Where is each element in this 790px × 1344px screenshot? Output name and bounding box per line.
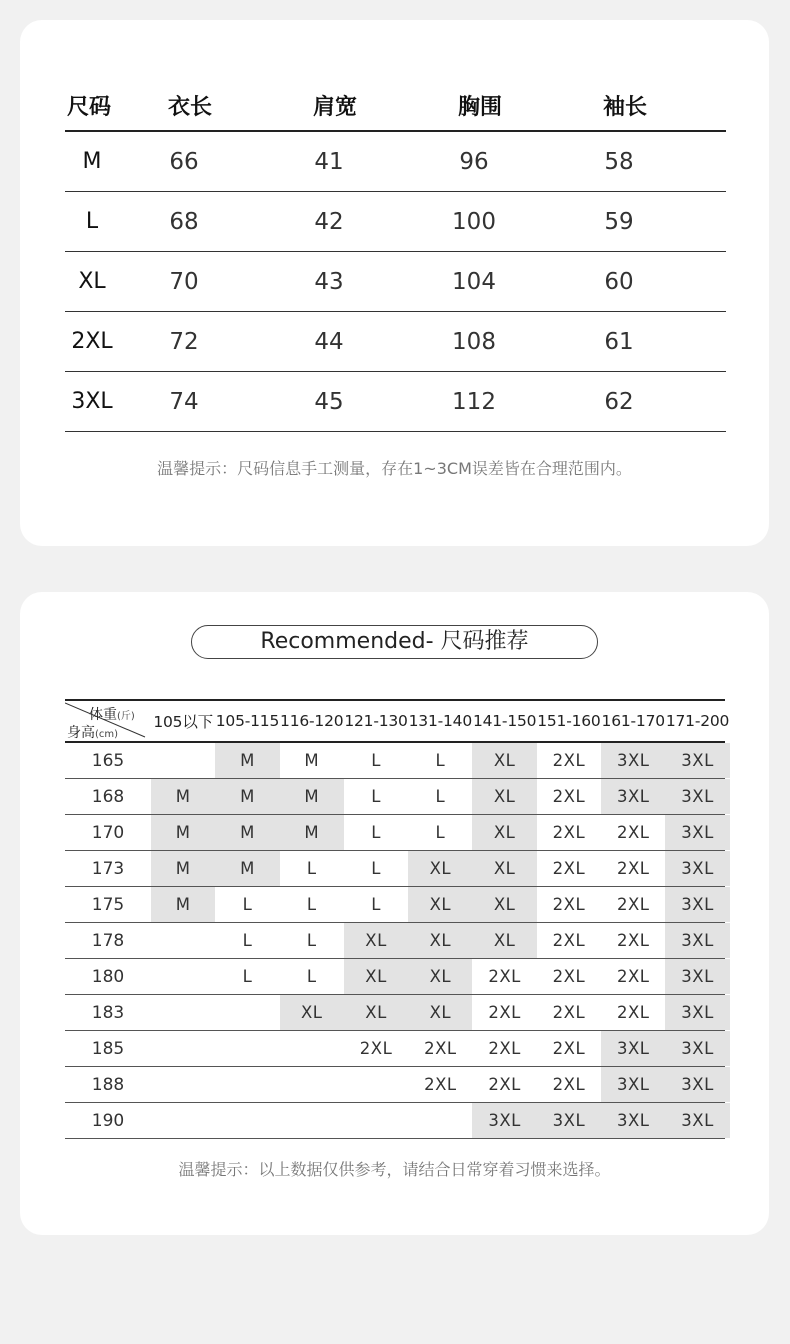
recommended-size-cell: 2XL xyxy=(616,895,650,914)
recommended-size-cell: 3XL xyxy=(601,743,665,778)
recommended-size-cell: 3XL xyxy=(665,959,729,994)
recommended-size-cell: M xyxy=(215,779,279,814)
recommended-size-cell: L xyxy=(435,751,446,770)
recommended-size-cell: 2XL xyxy=(488,967,521,986)
size-row xyxy=(65,372,726,432)
recommended-size-cell: M xyxy=(151,779,215,814)
sleeve-cell: 59 xyxy=(604,208,634,235)
recommended-size-cell: M xyxy=(280,815,344,850)
chest-cell: 104 xyxy=(452,268,496,295)
height-cell: 178 xyxy=(91,930,125,951)
height-cell: 185 xyxy=(91,1038,125,1059)
recommended-size-cell: 2XL xyxy=(552,967,586,986)
recommended-size-cell: 3XL xyxy=(665,995,729,1030)
recommended-size-cell: L xyxy=(306,859,317,878)
recommended-size-cell: 2XL xyxy=(552,931,586,950)
recommended-size-cell xyxy=(215,1031,279,1066)
recommended-size-cell: 2XL xyxy=(552,895,586,914)
recommended-size-cell xyxy=(215,1067,279,1102)
recommend-row xyxy=(65,815,725,851)
recommended-size-cell: 3XL xyxy=(601,779,665,814)
shoulder-cell: 42 xyxy=(314,208,344,235)
shoulder-cell: 44 xyxy=(314,328,344,355)
weight-label: 体重 xyxy=(89,707,117,723)
recommended-size-cell: 3XL xyxy=(665,1067,729,1102)
recommended-size-cell: 2XL xyxy=(552,823,586,842)
recommended-size-cell: M xyxy=(151,851,215,886)
weight-range-header: 131-140 xyxy=(408,712,473,730)
weight-unit: (斤) xyxy=(117,711,135,722)
recommended-size-cell: 3XL xyxy=(665,851,729,886)
recommended-size-cell: 2XL xyxy=(616,859,650,878)
recommended-size-cell xyxy=(280,1031,344,1066)
recommended-size-cell: M xyxy=(304,751,320,770)
recommended-size-cell: XL xyxy=(472,923,536,958)
recommended-size-cell: 3XL xyxy=(665,1031,729,1066)
size-chart-card xyxy=(20,20,769,546)
length-cell: 72 xyxy=(169,328,199,355)
recommended-size-cell: 3XL xyxy=(665,1103,729,1138)
recommended-size-cell xyxy=(215,1103,279,1138)
recommended-size-cell: L xyxy=(306,931,317,950)
recommended-size-cell: XL xyxy=(472,815,536,850)
recommended-size-cell: L xyxy=(371,823,381,842)
recommended-size-cell: 3XL xyxy=(537,1103,601,1138)
recommended-size-cell: 2XL xyxy=(616,823,650,842)
height-cell: 165 xyxy=(91,750,125,771)
header-shoulder: 肩宽 xyxy=(312,94,357,120)
recommend-row xyxy=(65,923,725,959)
recommended-size-cell: M xyxy=(151,887,215,922)
recommended-size-cell: L xyxy=(435,823,446,842)
chest-cell: 96 xyxy=(459,148,489,175)
recommended-size-cell: 3XL xyxy=(601,1031,665,1066)
recommended-size-cell xyxy=(215,995,279,1030)
recommended-size-cell: L xyxy=(371,895,381,914)
weight-range-header: 151-160 xyxy=(537,712,601,730)
recommend-row xyxy=(65,995,725,1031)
recommended-size-cell: 2XL xyxy=(552,1039,586,1058)
recommended-size-cell xyxy=(280,1067,344,1102)
recommended-size-cell: 2XL xyxy=(552,859,586,878)
corner-cell xyxy=(65,701,151,741)
height-cell: 180 xyxy=(91,966,125,987)
height-cell: 190 xyxy=(91,1110,125,1131)
recommended-size-cell: 2XL xyxy=(616,967,650,986)
recommended-size-cell: 2XL xyxy=(552,751,586,770)
shoulder-cell: 41 xyxy=(314,148,344,175)
recommend-row xyxy=(65,959,725,995)
recommended-size-cell: M xyxy=(215,743,279,778)
recommend-row xyxy=(65,887,725,923)
corner-height-label xyxy=(67,722,118,742)
recommend-note: 温馨提示：以上数据仅供参考，请结合日常穿着习惯来选择。 xyxy=(178,1160,611,1179)
size-cell: M xyxy=(82,149,102,174)
recommended-size-cell: 2XL xyxy=(488,1003,521,1022)
recommended-size-cell xyxy=(408,1103,472,1138)
recommended-size-cell: 2XL xyxy=(616,931,650,950)
height-label: 身高 xyxy=(67,725,95,741)
header-chest: 胸围 xyxy=(457,94,502,120)
recommended-size-cell xyxy=(151,743,215,778)
recommended-size-cell xyxy=(151,959,215,994)
header-length: 衣长 xyxy=(167,94,212,120)
height-cell: 188 xyxy=(91,1074,125,1095)
recommend-row xyxy=(65,1031,725,1067)
recommended-size-cell xyxy=(151,1031,215,1066)
recommend-title: Recommended- 尺码推荐 xyxy=(191,625,598,659)
size-row xyxy=(65,312,726,372)
corner-weight-label xyxy=(89,704,135,724)
recommended-size-cell: 2XL xyxy=(552,1003,586,1022)
header-sleeve: 袖长 xyxy=(602,94,647,120)
recommended-size-cell: XL xyxy=(344,995,408,1030)
sleeve-cell: 60 xyxy=(604,268,634,295)
recommended-size-cell: 3XL xyxy=(665,743,729,778)
recommended-size-cell: 3XL xyxy=(472,1103,536,1138)
weight-range-header: 105以下 xyxy=(153,713,213,731)
recommended-size-cell: L xyxy=(306,967,317,986)
sleeve-cell: 61 xyxy=(604,328,634,355)
recommend-table xyxy=(65,699,730,1139)
recommended-size-cell: 2XL xyxy=(552,787,586,806)
recommended-size-cell: L xyxy=(371,859,381,878)
size-row xyxy=(65,192,726,252)
length-cell: 74 xyxy=(169,388,199,415)
recommended-size-cell: 2XL xyxy=(424,1075,457,1094)
recommended-size-cell: 3XL xyxy=(601,1067,665,1102)
size-cell: L xyxy=(85,209,99,234)
recommended-size-cell: 3XL xyxy=(665,923,729,958)
recommended-size-cell xyxy=(151,1103,215,1138)
recommended-size-cell: 2XL xyxy=(552,1075,586,1094)
recommended-size-cell: XL xyxy=(472,743,536,778)
weight-range-header: 105-115 xyxy=(215,712,280,730)
weight-range-header: 121-130 xyxy=(344,712,408,730)
recommended-size-cell: 3XL xyxy=(665,815,729,850)
recommended-size-cell: L xyxy=(371,751,381,770)
recommended-size-cell: XL xyxy=(408,851,472,886)
height-cell: 173 xyxy=(91,858,125,879)
size-row xyxy=(65,252,726,312)
recommended-size-cell: XL xyxy=(280,995,344,1030)
length-cell: 66 xyxy=(169,148,199,175)
shoulder-cell: 45 xyxy=(314,388,344,415)
size-cell: 2XL xyxy=(71,329,113,354)
recommended-size-cell: XL xyxy=(408,887,472,922)
recommended-size-cell: L xyxy=(242,931,253,950)
recommended-size-cell: L xyxy=(242,895,253,914)
recommended-size-cell xyxy=(280,1103,344,1138)
recommended-size-cell: 2XL xyxy=(488,1039,521,1058)
height-cell: 175 xyxy=(91,894,125,915)
recommended-size-cell: XL xyxy=(472,779,536,814)
height-cell: 183 xyxy=(91,1002,125,1023)
size-table xyxy=(65,80,726,432)
recommend-row xyxy=(65,1103,725,1139)
recommended-size-cell: 3XL xyxy=(665,887,729,922)
recommended-size-cell xyxy=(344,1103,408,1138)
sleeve-cell: 58 xyxy=(604,148,634,175)
recommended-size-cell xyxy=(151,995,215,1030)
recommended-size-cell: M xyxy=(215,851,279,886)
recommended-size-cell xyxy=(344,1067,408,1102)
recommended-size-cell: XL xyxy=(472,851,536,886)
recommendation-card xyxy=(20,592,769,1235)
recommended-size-cell: 2XL xyxy=(359,1039,393,1058)
size-table-header xyxy=(65,80,726,132)
recommended-size-cell: XL xyxy=(408,995,472,1030)
chest-cell: 108 xyxy=(452,328,496,355)
size-cell: XL xyxy=(78,269,106,294)
recommended-size-cell xyxy=(151,1067,215,1102)
recommended-size-cell: L xyxy=(435,787,446,806)
measurement-note: 温馨提示：尺码信息手工测量，存在1~3CM误差皆在合理范围内。 xyxy=(157,459,632,478)
height-cell: 170 xyxy=(91,822,125,843)
size-cell: 3XL xyxy=(71,389,113,414)
size-row xyxy=(65,132,726,192)
recommended-size-cell xyxy=(151,923,215,958)
length-cell: 70 xyxy=(169,268,199,295)
recommended-size-cell: 2XL xyxy=(616,1003,650,1022)
recommend-row xyxy=(65,851,725,887)
recommended-size-cell: M xyxy=(280,779,344,814)
recommended-size-cell: M xyxy=(151,815,215,850)
recommended-size-cell: M xyxy=(215,815,279,850)
recommended-size-cell: 3XL xyxy=(665,779,729,814)
chest-cell: 112 xyxy=(452,388,496,415)
recommended-size-cell: XL xyxy=(408,923,472,958)
recommend-table-header xyxy=(65,699,730,743)
weight-range-header: 116-120 xyxy=(280,712,344,730)
recommended-size-cell: L xyxy=(242,967,253,986)
header-size: 尺码 xyxy=(67,94,112,120)
recommended-size-cell: 3XL xyxy=(601,1103,665,1138)
recommended-size-cell: XL xyxy=(344,959,408,994)
length-cell: 68 xyxy=(169,208,199,235)
sleeve-cell: 62 xyxy=(604,388,634,415)
recommended-size-cell: XL xyxy=(344,923,408,958)
recommended-size-cell: XL xyxy=(472,887,536,922)
shoulder-cell: 43 xyxy=(314,268,344,295)
recommended-size-cell: 2XL xyxy=(424,1039,457,1058)
recommend-row xyxy=(65,743,725,779)
weight-range-header: 141-150 xyxy=(472,712,537,730)
recommended-size-cell: L xyxy=(306,895,317,914)
weight-range-header: 161-170 xyxy=(601,712,665,730)
recommend-row xyxy=(65,1067,725,1103)
height-unit: (cm) xyxy=(95,729,119,740)
height-cell: 168 xyxy=(91,786,125,807)
recommended-size-cell: 2XL xyxy=(488,1075,521,1094)
chest-cell: 100 xyxy=(452,208,496,235)
weight-range-header: 171-200 xyxy=(665,712,730,730)
recommended-size-cell: L xyxy=(371,787,381,806)
recommend-row xyxy=(65,779,725,815)
recommended-size-cell: XL xyxy=(408,959,472,994)
